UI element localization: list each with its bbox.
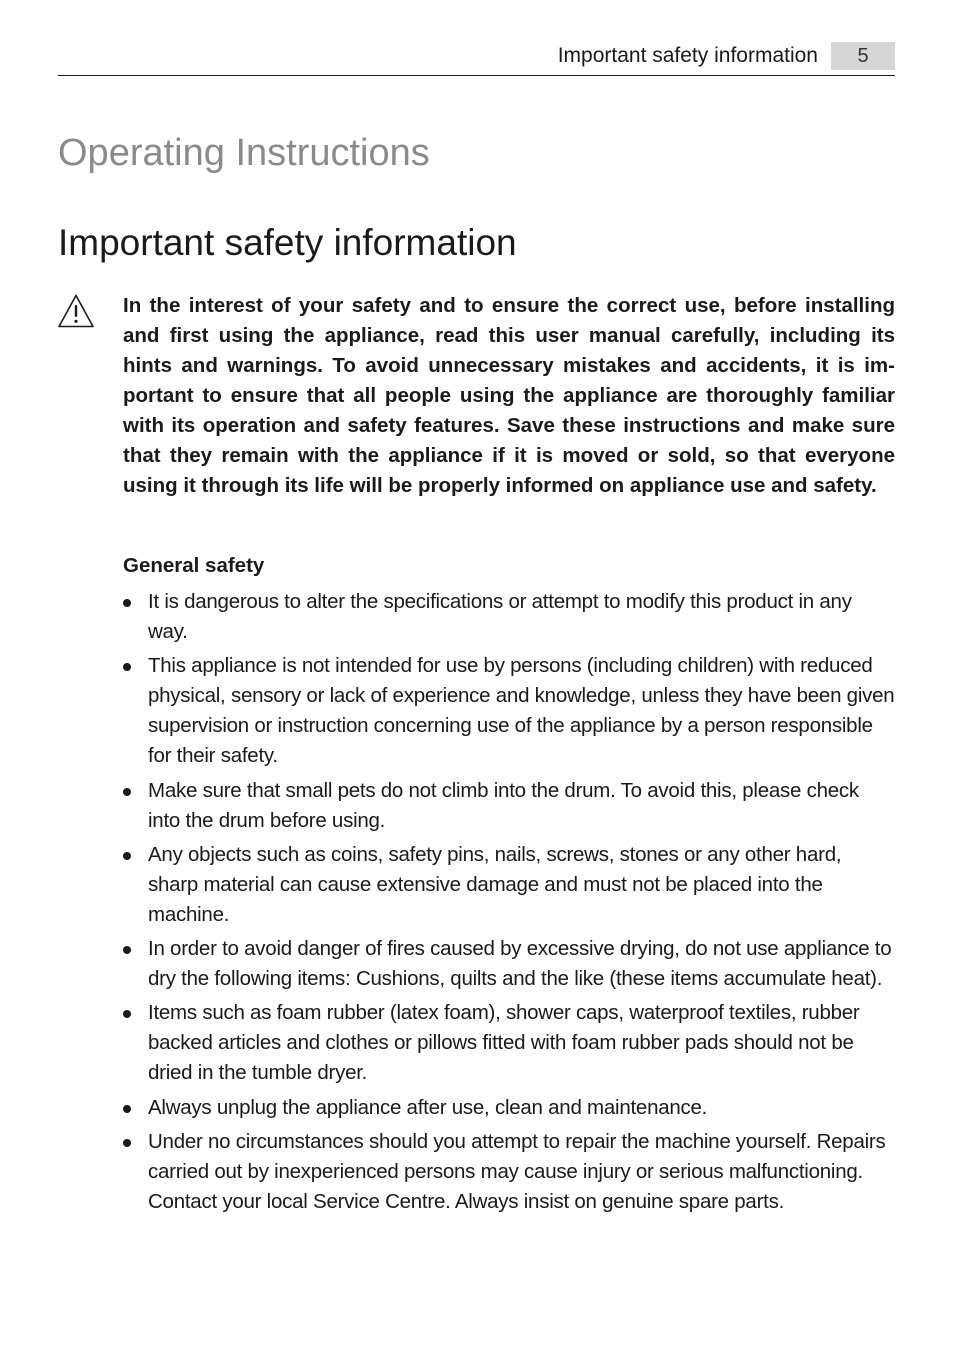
list-item — [123, 998, 895, 1088]
bullet-icon — [123, 599, 131, 607]
list-item-text: In order to avoid danger of fires caused by excessive drying, do not use appliance to dry the following items: Cushions, quilts and the like (these items accumulate heat). — [148, 937, 892, 991]
header-rule — [58, 75, 895, 76]
bullet-icon — [123, 946, 131, 954]
warning-triangle-icon — [57, 293, 95, 329]
list-item-text: Under no circumstances should you attempt to repair the machine yourself. Repairs carried out by inexperienced persons may cause injury or serious malfunctioning. Contact your local Service Centre. Always insist on genuine spare parts. — [148, 1130, 886, 1214]
list-item-text: Any objects such as coins, safety pins, nails, screws, stones or any other hard, sharp material can cause extensive damage and must not be placed into the machine. — [148, 842, 842, 926]
general-safety-heading: General safety — [123, 554, 265, 577]
section-title: Important safety information — [58, 222, 517, 263]
intro-warning-text: In the interest of your safety and to ensure the correct use, before installing and first using the appliance, read this user manual carefully, including its hints and warnings. To avoid unnecessary mistakes and accidents, it is important to ensure that all people using the appliance are thoroughly familiar with its operation and safety features. Save these instructions and make sure that they remain with the appliance if it is moved or sold, so that everyone using it through its life will be properly informed on appliance use and safety. — [123, 294, 895, 497]
list-item-text: Make sure that small pets do not climb into the drum. To avoid this, please check into the drum before using. — [148, 778, 859, 832]
list-item-text: Always unplug the appliance after use, clean and maintenance. — [148, 1095, 708, 1119]
page-number-badge: 5 — [831, 42, 895, 70]
list-item-text: It is dangerous to alter the specifications or attempt to modify this product in any way. — [148, 590, 852, 643]
list-item — [123, 1093, 895, 1123]
bullet-icon — [123, 1105, 131, 1113]
list-item — [123, 776, 895, 836]
list-item — [123, 934, 895, 994]
bullet-icon — [123, 663, 131, 671]
list-item — [123, 840, 895, 930]
list-item-text: Items such as foam rubber (latex foam), shower caps, waterproof textiles, rubber backed articles and clothes or pillows fitted with foam rubber pads should not be dried in the tumble dryer. — [148, 1001, 860, 1085]
running-header-title: Important safety information — [557, 44, 818, 67]
list-item-text: This appliance is not intended for use by persons (including children) with reduced physical, sensory or lack of experience and knowledge, unless they have been given supervision or instruction concerning use of the appliance by a person responsible for their safety. — [148, 654, 895, 768]
bullet-icon — [123, 788, 131, 796]
list-item — [123, 587, 895, 647]
bullet-icon — [123, 1010, 131, 1018]
general-safety-list — [123, 587, 895, 1221]
list-item — [123, 1127, 895, 1217]
list-item — [123, 651, 895, 771]
bullet-icon — [123, 1139, 131, 1147]
bullet-icon — [123, 852, 131, 860]
chapter-title: Operating Instructions — [58, 132, 430, 174]
